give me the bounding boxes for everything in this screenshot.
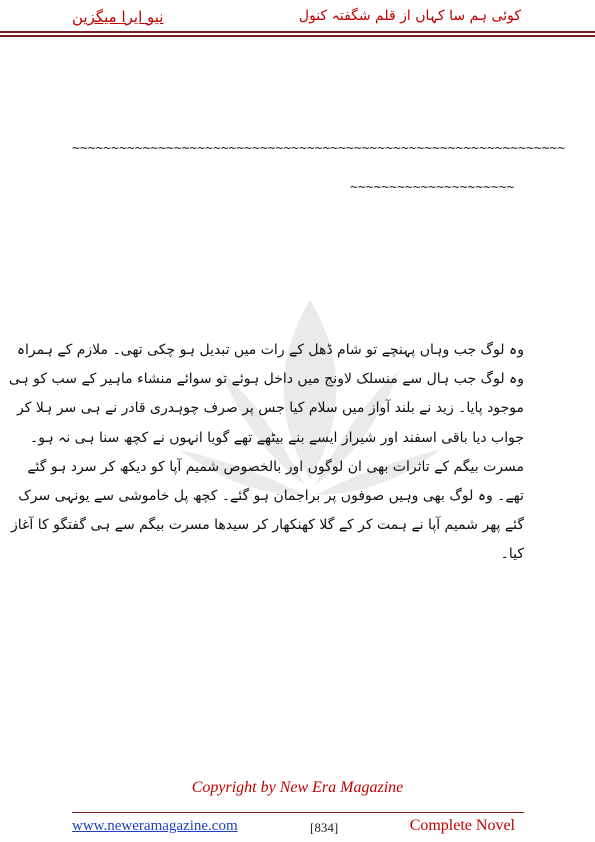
body-line: گئے پھر شمیم آپا نے ہمت کر کے گلا کھنکھار کر سیدھا مسرت بیگم سے ہی گفتگو کا آغاز (11, 517, 524, 534)
footer-rule (72, 812, 524, 813)
magazine-name: نیو ایرا میگزین (72, 8, 164, 26)
separator-short: ~~~~~~~~~~~~~~~~~~~~~ (350, 180, 515, 195)
body-line: وہ لوگ جب ہال سے منسلک لاونج میں داخل ہوئے تو سوائے منشاء ماہیر کے سب کو ہی (8, 371, 524, 388)
novel-title: کوئی ہم سا کہاں از قلم شگفتہ کنول (298, 8, 521, 24)
novel-body (8, 336, 524, 570)
body-line: موجود پایا۔ زید نے بلند آواز میں سلام کیا جس پر صرف چوہدری قادر نے ہی سر ہلا کر (16, 400, 524, 417)
body-line: جواب دیا باقی اسفند اور شیراز ایسے بنے بیٹھے تھے گویا انہوں نے کچھ سنا ہی نہ ہو۔ (30, 429, 524, 446)
website-link[interactable]: www.neweramagazine.com (72, 818, 238, 834)
separator-long: ~~~~~~~~~~~~~~~~~~~~~~~~~~~~~~~~~~~~~~~~~~~~~~~~~~~~~~~~~~~~~~~ (72, 141, 566, 156)
copyright-notice: Copyright by New Era Magazine (191, 779, 404, 796)
body-line: تھے۔ وہ لوگ بھی وہیں صوفوں پر براجمان ہو گئے۔ کچھ پل خاموشی سے یونہی سرک (18, 488, 524, 505)
body-line: وہ لوگ جب وہاں پہنچے تو شام ڈھل کے رات میں تبدیل ہو چکی تھی۔ ملازم کے ہمراہ (16, 342, 524, 358)
page-number: [834] (310, 820, 339, 835)
body-line: کیا۔ (500, 546, 524, 563)
header-rule-bottom (0, 35, 595, 37)
footer-label: Complete Novel (409, 817, 515, 834)
body-line: مسرت بیگم کے تاثرات بھی ان لوگوں اور بالخصوص شمیم آپا کو دیکھ کر سرد ہو گئے (27, 458, 524, 475)
header-rule-top (0, 31, 595, 33)
